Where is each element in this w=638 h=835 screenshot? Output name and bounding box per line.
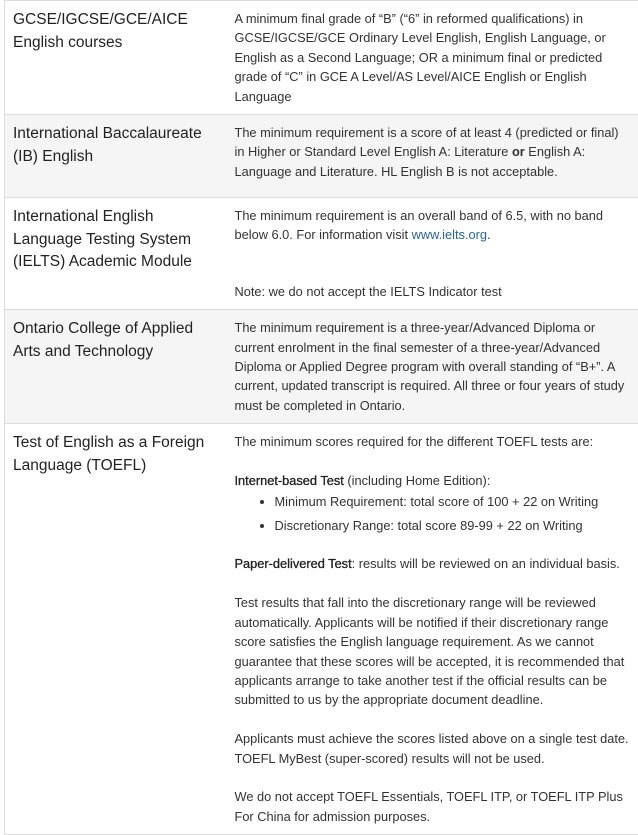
pd-suffix: : results will be reviewed on an individual basis. <box>352 556 620 571</box>
description-text <box>235 206 633 245</box>
description-part: The minimum requirement is a score of at least 4 (predicted or final) in Higher or Standard Level English A: Literature <box>235 125 619 159</box>
requirement-description <box>227 310 638 424</box>
description-text <box>235 123 633 181</box>
english-requirements-table <box>4 0 638 835</box>
requirement-description <box>227 424 638 835</box>
requirement-description <box>227 115 638 198</box>
requirement-name: International English Language Testing System (IELTS) Academic Module <box>5 198 227 310</box>
table-row <box>5 310 638 424</box>
description-text: The minimum requirement is a three-year/Advanced Diploma or current enrolment in the final semester of a three-year/Advanced Diploma or Applied Degree program with overall standing of “B+”. A current, updated transcript is required. All three or four years of study must be completed in Ontario. <box>235 318 633 415</box>
requirement-name: Test of English as a Foreign Language (TOEFL) <box>5 424 227 835</box>
description-part: The minimum requirement is an overall band of 6.5, with no band below 6.0. For information visit <box>235 208 603 242</box>
description-text: A minimum final grade of “B” (“6” in reformed qualifications) in GCSE/IGCSE/GCE Ordinary Level English, English Language, or English as a Second Language; OR a minimum final or predicted grade of “C” in GCE A Level/AS Level/AICE English or English Language <box>235 9 633 106</box>
single-date-paragraph: Applicants must achieve the scores listed above on a single test date. TOEFL MyBest (super-scored) results will not be used. <box>235 729 633 768</box>
not-accepted-paragraph: We do not accept TOEFL Essentials, TOEFL ITP, or TOEFL ITP Plus For China for admission purposes. <box>235 787 633 826</box>
ibt-label: Internet-based Test <box>235 473 344 488</box>
requirement-name: GCSE/IGCSE/GCE/AICE English courses <box>5 1 227 115</box>
list-item: • Minimum Requirement: total score of 100 + 22 on Writing <box>275 490 633 514</box>
table-row <box>5 198 638 310</box>
toefl-intro: The minimum scores required for the different TOEFL tests are: <box>235 432 633 451</box>
pd-label: Paper-delivered Test <box>235 556 352 571</box>
requirement-description <box>227 198 638 310</box>
table-row <box>5 115 638 198</box>
ibt-heading <box>235 471 633 490</box>
table-row <box>5 424 638 835</box>
table-row <box>5 1 638 115</box>
list-item: • Discretionary Range: total score 89-99 + 22 on Writing <box>275 514 633 538</box>
discretionary-paragraph: Test results that fall into the discretionary range will be reviewed automatically. Applicants will be notified if their discretionary range score satisfies the English language requirement. As we cannot guarantee that these scores will be accepted, it is recommended that applicants arrange to take another test if the official results can be submitted to us by the appropriate document deadline. <box>235 593 633 709</box>
requirement-name: Ontario College of Applied Arts and Technology <box>5 310 227 424</box>
toefl-score-list <box>235 490 633 538</box>
ielts-link[interactable]: www.ielts.org <box>412 227 487 242</box>
description-part: . <box>487 227 491 242</box>
paper-delivered-text <box>235 554 633 573</box>
emphasis-or: or <box>512 144 525 159</box>
requirement-description <box>227 1 638 115</box>
ibt-suffix: (including Home Edition): <box>344 473 491 488</box>
ielts-note: Note: we do not accept the IELTS Indicator test <box>235 282 633 301</box>
description-part: English A: Language and Literature. HL English B is not acceptable. <box>235 144 586 178</box>
requirement-name: International Baccalaureate (IB) English <box>5 115 227 198</box>
